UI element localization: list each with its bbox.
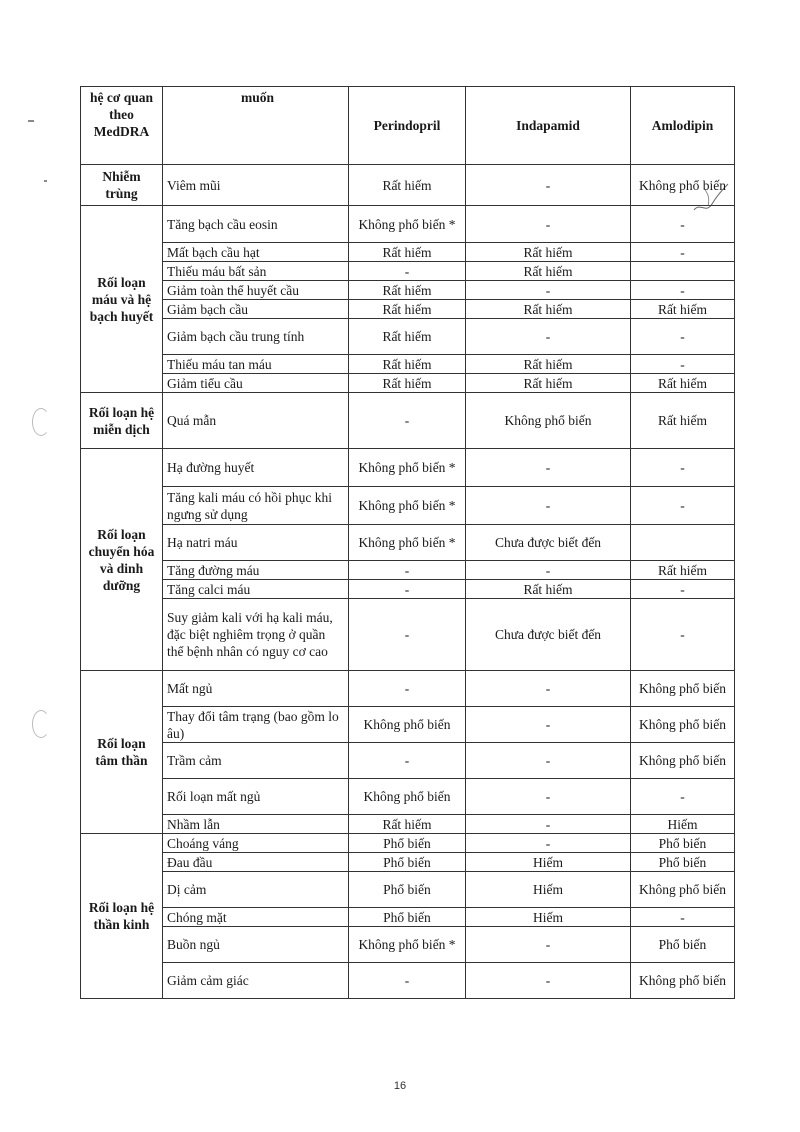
amlodipin-cell: - — [631, 487, 735, 525]
organ-system-cell: Nhiễm trùng — [81, 165, 163, 206]
effect-cell: Đau đầu — [163, 853, 349, 872]
page-number: 16 — [393, 1080, 407, 1092]
effect-cell: Giảm bạch cầu — [163, 300, 349, 319]
table-row — [81, 927, 735, 963]
punch-hole-top — [32, 408, 50, 436]
table-row — [81, 487, 735, 525]
indapamid-cell: - — [466, 707, 631, 743]
indapamid-cell: Rất hiếm — [466, 243, 631, 262]
organ-system-cell: Rối loạn hệ thần kinh — [81, 834, 163, 999]
perindopril-cell: - — [349, 393, 466, 449]
effect-cell: Rối loạn mất ngủ — [163, 779, 349, 815]
perindopril-cell: Rất hiếm — [349, 281, 466, 300]
effect-cell: Choáng váng — [163, 834, 349, 853]
effect-cell: Tăng đường máu — [163, 561, 349, 580]
effect-cell: Giảm toàn thể huyết cầu — [163, 281, 349, 300]
indapamid-cell: - — [466, 281, 631, 300]
header-perindopril: Perindopril — [349, 87, 466, 165]
indapamid-cell: Rất hiếm — [466, 580, 631, 599]
amlodipin-cell: Phổ biến — [631, 927, 735, 963]
amlodipin-cell: Rất hiếm — [631, 561, 735, 580]
indapamid-cell: Không phổ biến — [466, 393, 631, 449]
effect-cell: Tăng calci máu — [163, 580, 349, 599]
amlodipin-cell: - — [631, 281, 735, 300]
header-indapamid: Indapamid — [466, 87, 631, 165]
table-row — [81, 449, 735, 487]
amlodipin-cell: Không phổ biến — [631, 963, 735, 999]
amlodipin-cell: Rất hiếm — [631, 393, 735, 449]
table-row — [81, 707, 735, 743]
effect-cell: Suy giảm kali với hạ kali máu, đặc biệt nghiêm trọng ở quần thể bệnh nhân có nguy cơ cao — [163, 599, 349, 671]
amlodipin-cell: - — [631, 449, 735, 487]
perindopril-cell: Phổ biến — [349, 872, 466, 908]
indapamid-cell: Hiếm — [466, 872, 631, 908]
table-row — [81, 374, 735, 393]
perindopril-cell: Rất hiếm — [349, 319, 466, 355]
header-system: hệ cơ quan theo MedDRA — [81, 87, 163, 165]
table-row — [81, 908, 735, 927]
perindopril-cell: - — [349, 743, 466, 779]
perindopril-cell: Rất hiếm — [349, 243, 466, 262]
indapamid-cell: - — [466, 927, 631, 963]
amlodipin-cell: Không phổ biến — [631, 165, 735, 206]
amlodipin-cell: Không phổ biến — [631, 743, 735, 779]
margin-mark — [44, 180, 47, 182]
table-row — [81, 580, 735, 599]
table-row — [81, 599, 735, 671]
amlodipin-cell: - — [631, 779, 735, 815]
organ-system-cell: Rối loạn hệ miễn dịch — [81, 393, 163, 449]
effect-cell: Quá mẫn — [163, 393, 349, 449]
effect-cell: Hạ đường huyết — [163, 449, 349, 487]
indapamid-cell: Rất hiếm — [466, 374, 631, 393]
effect-cell: Viêm mũi — [163, 165, 349, 206]
amlodipin-cell: - — [631, 355, 735, 374]
amlodipin-cell: - — [631, 599, 735, 671]
amlodipin-cell: - — [631, 908, 735, 927]
perindopril-cell: - — [349, 580, 466, 599]
perindopril-cell: Rất hiếm — [349, 300, 466, 319]
effect-cell: Giảm cảm giác — [163, 963, 349, 999]
amlodipin-cell — [631, 262, 735, 281]
effect-cell: Thiếu máu bất sản — [163, 262, 349, 281]
amlodipin-cell: - — [631, 580, 735, 599]
indapamid-cell: Chưa được biết đến — [466, 599, 631, 671]
indapamid-cell: - — [466, 815, 631, 834]
effect-cell: Chóng mặt — [163, 908, 349, 927]
effect-cell: Mất bạch cầu hạt — [163, 243, 349, 262]
table-row — [81, 561, 735, 580]
indapamid-cell: - — [466, 743, 631, 779]
indapamid-cell: Chưa được biết đến — [466, 525, 631, 561]
indapamid-cell: Rất hiếm — [466, 300, 631, 319]
indapamid-cell: - — [466, 671, 631, 707]
indapamid-cell: Hiếm — [466, 853, 631, 872]
header-amlodipin: Amlodipin — [631, 87, 735, 165]
amlodipin-cell: Rất hiếm — [631, 300, 735, 319]
table-row — [81, 262, 735, 281]
amlodipin-cell: Phổ biến — [631, 853, 735, 872]
indapamid-cell: - — [466, 963, 631, 999]
indapamid-cell: - — [466, 487, 631, 525]
perindopril-cell: Rất hiếm — [349, 374, 466, 393]
perindopril-cell: Không phổ biến — [349, 779, 466, 815]
effect-cell: Thay đổi tâm trạng (bao gồm lo âu) — [163, 707, 349, 743]
perindopril-cell: Không phổ biến — [349, 707, 466, 743]
indapamid-cell: Rất hiếm — [466, 355, 631, 374]
amlodipin-cell: Phổ biến — [631, 834, 735, 853]
table-row — [81, 872, 735, 908]
perindopril-cell: Phổ biến — [349, 908, 466, 927]
effect-cell: Tăng bạch cầu eosin — [163, 206, 349, 243]
table-row — [81, 963, 735, 999]
header-row — [81, 87, 735, 165]
organ-system-cell: Rối loạn tâm thần — [81, 671, 163, 834]
organ-system-cell: Rối loạn chuyển hóa và dinh dưỡng — [81, 449, 163, 671]
perindopril-cell: - — [349, 561, 466, 580]
table-row — [81, 525, 735, 561]
indapamid-cell: - — [466, 165, 631, 206]
perindopril-cell: - — [349, 671, 466, 707]
effect-cell: Giảm bạch cầu trung tính — [163, 319, 349, 355]
table-row — [81, 281, 735, 300]
perindopril-cell: - — [349, 599, 466, 671]
perindopril-cell: Phổ biến — [349, 834, 466, 853]
table-row — [81, 165, 735, 206]
effect-cell: Mất ngủ — [163, 671, 349, 707]
effect-cell: Giảm tiểu cầu — [163, 374, 349, 393]
table-row — [81, 671, 735, 707]
perindopril-cell: Rất hiếm — [349, 165, 466, 206]
table-body — [81, 165, 735, 999]
amlodipin-cell: - — [631, 206, 735, 243]
perindopril-cell: Phổ biến — [349, 853, 466, 872]
amlodipin-cell: Rất hiếm — [631, 374, 735, 393]
margin-mark — [28, 120, 34, 122]
perindopril-cell: Rất hiếm — [349, 815, 466, 834]
table-row — [81, 815, 735, 834]
amlodipin-cell: Không phổ biến — [631, 671, 735, 707]
indapamid-cell: - — [466, 319, 631, 355]
table-row — [81, 243, 735, 262]
amlodipin-cell: Không phổ biến — [631, 707, 735, 743]
amlodipin-cell: - — [631, 319, 735, 355]
adverse-effects-table — [80, 86, 735, 999]
perindopril-cell: Không phổ biến * — [349, 449, 466, 487]
perindopril-cell: - — [349, 262, 466, 281]
table-row — [81, 779, 735, 815]
indapamid-cell: Hiếm — [466, 908, 631, 927]
effect-cell: Trầm cảm — [163, 743, 349, 779]
table-row — [81, 853, 735, 872]
indapamid-cell: - — [466, 449, 631, 487]
perindopril-cell: Không phổ biến * — [349, 206, 466, 243]
effect-cell: Hạ natri máu — [163, 525, 349, 561]
effect-cell: Buồn ngủ — [163, 927, 349, 963]
perindopril-cell: Không phổ biến * — [349, 927, 466, 963]
table-row — [81, 743, 735, 779]
indapamid-cell: - — [466, 779, 631, 815]
effect-cell: Tăng kali máu có hồi phục khi ngưng sử dụng — [163, 487, 349, 525]
amlodipin-cell: - — [631, 243, 735, 262]
indapamid-cell: - — [466, 561, 631, 580]
table-row — [81, 393, 735, 449]
effect-cell: Nhầm lẫn — [163, 815, 349, 834]
amlodipin-cell — [631, 525, 735, 561]
indapamid-cell: - — [466, 834, 631, 853]
organ-system-cell: Rối loạn máu và hệ bạch huyết — [81, 206, 163, 393]
indapamid-cell: - — [466, 206, 631, 243]
effect-cell: Dị cảm — [163, 872, 349, 908]
indapamid-cell: Rất hiếm — [466, 262, 631, 281]
amlodipin-cell: Hiếm — [631, 815, 735, 834]
table-row — [81, 300, 735, 319]
amlodipin-cell: Không phổ biến — [631, 872, 735, 908]
effect-cell: Thiếu máu tan máu — [163, 355, 349, 374]
table-row — [81, 206, 735, 243]
perindopril-cell: Không phổ biến * — [349, 525, 466, 561]
punch-hole-bottom — [32, 710, 50, 738]
header-effect: muốn — [163, 87, 349, 165]
table-row — [81, 834, 735, 853]
perindopril-cell: Rất hiếm — [349, 355, 466, 374]
table-row — [81, 355, 735, 374]
perindopril-cell: Không phổ biến * — [349, 487, 466, 525]
table-row — [81, 319, 735, 355]
perindopril-cell: - — [349, 963, 466, 999]
